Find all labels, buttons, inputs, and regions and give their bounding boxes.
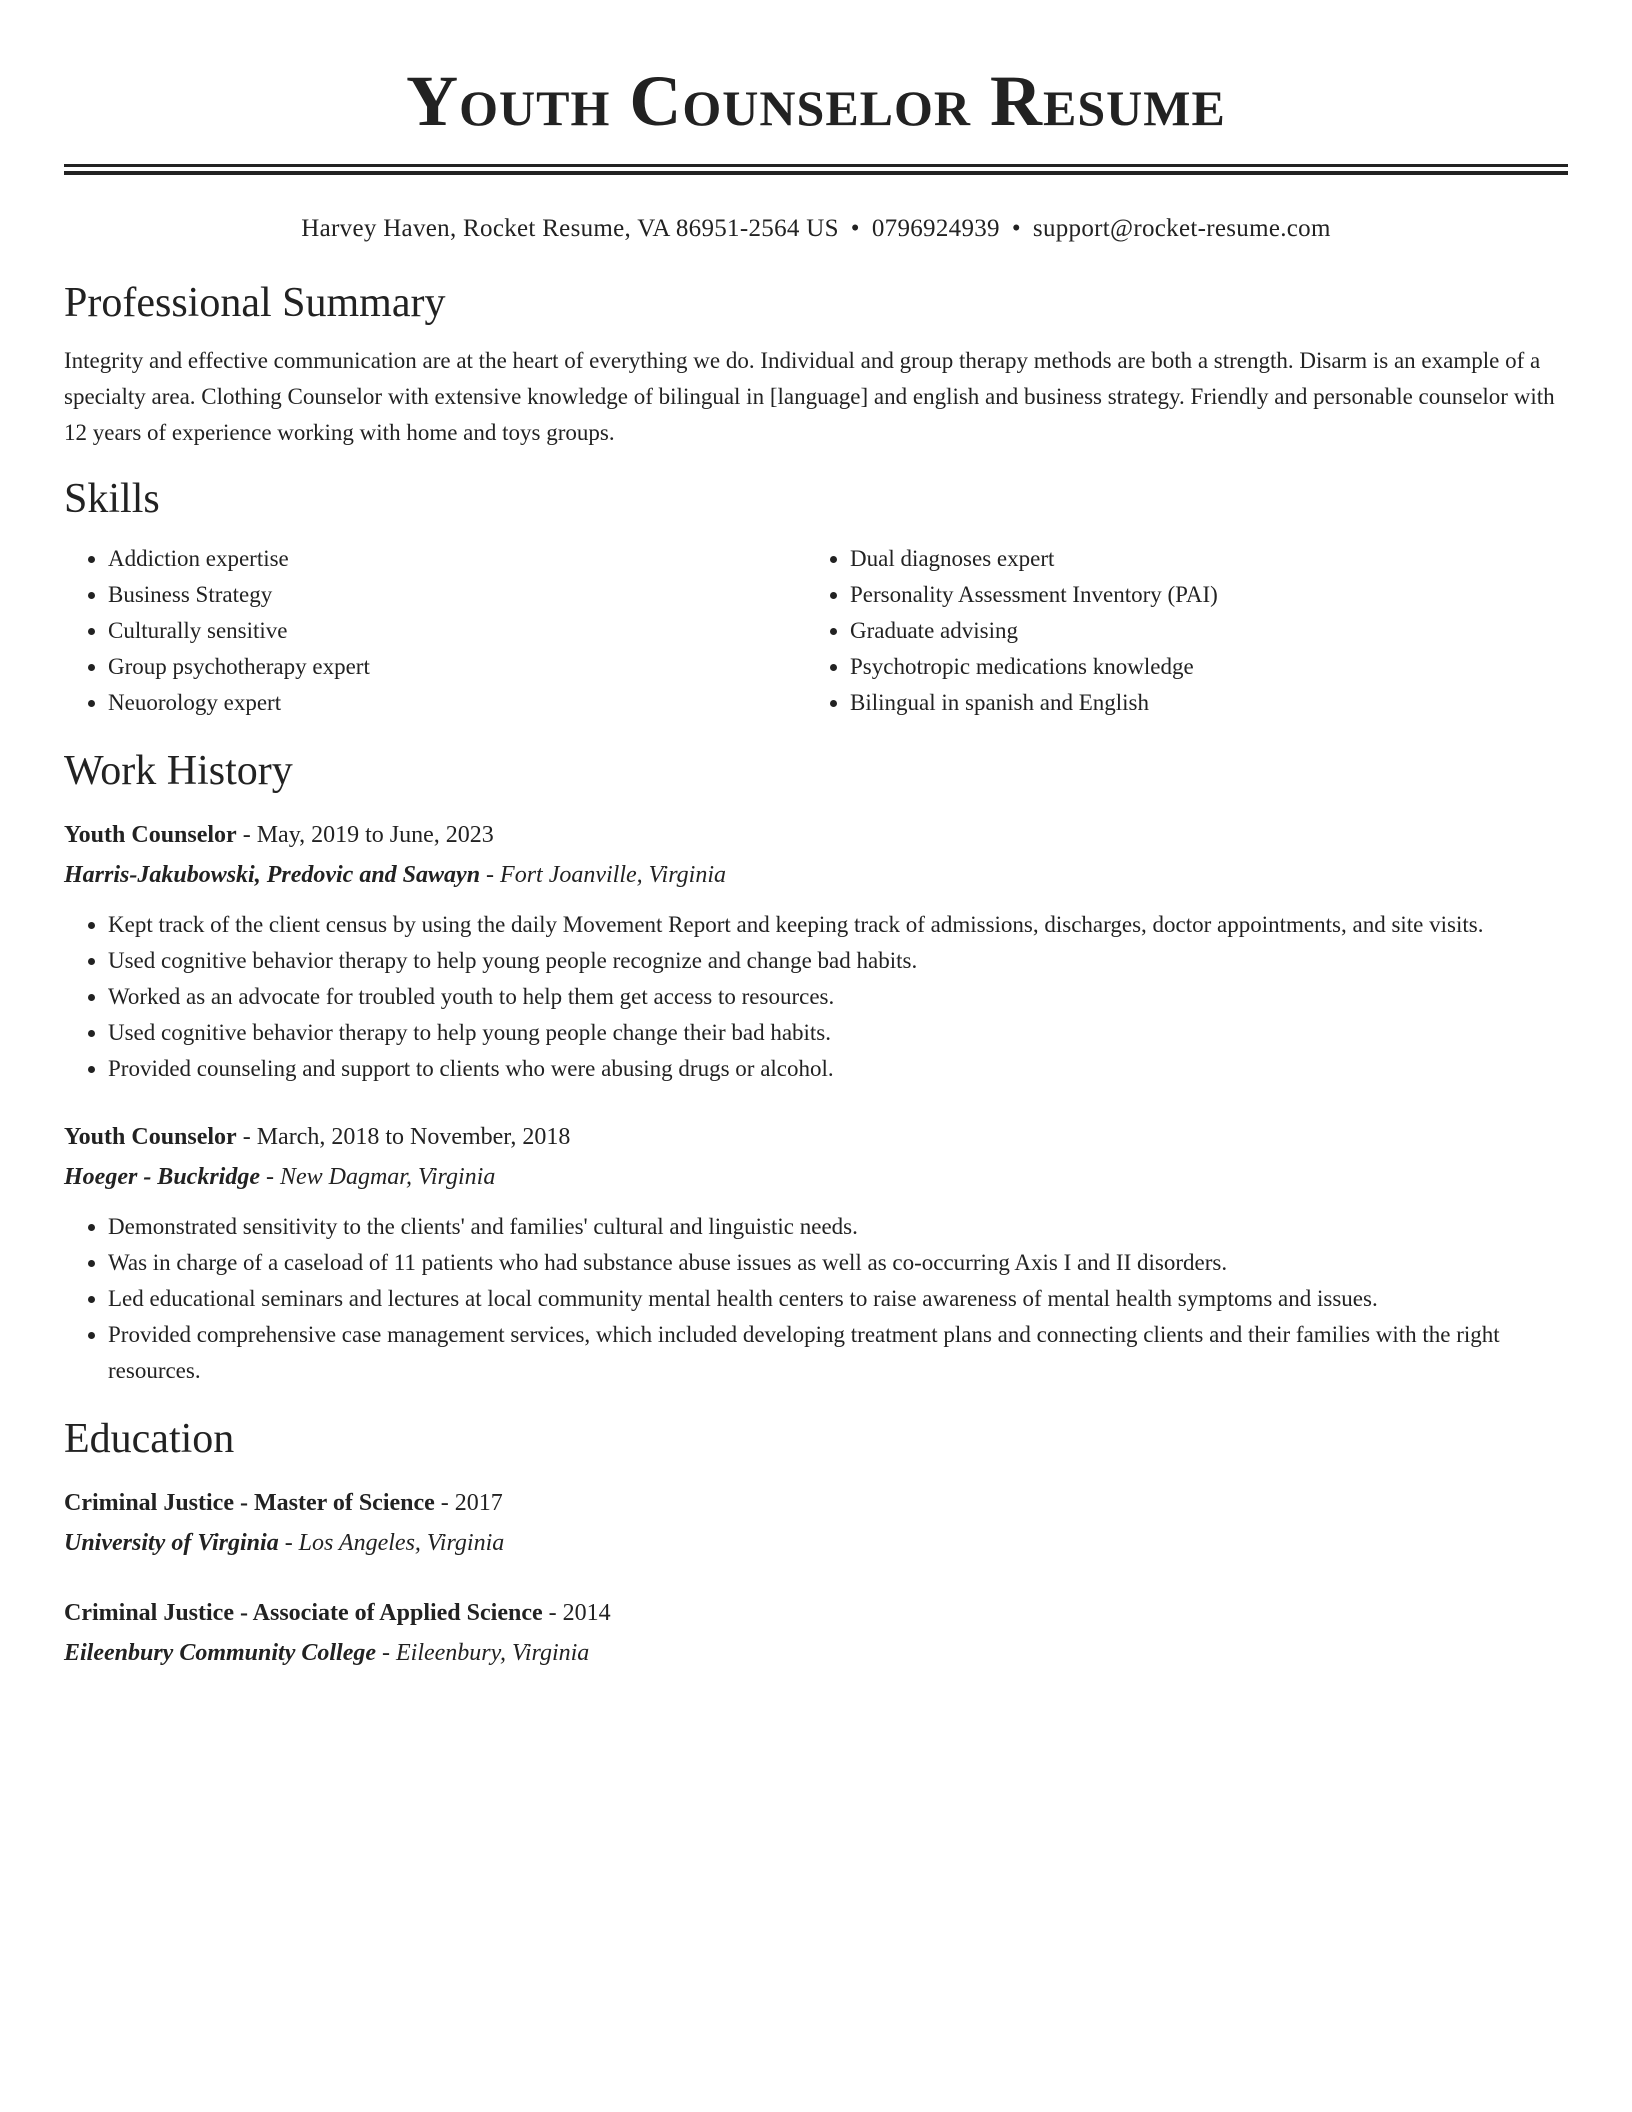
skills-column-left: [64, 541, 806, 721]
job-company-line: [64, 855, 1568, 895]
job-title: Youth Counselor: [64, 822, 237, 848]
contact-address: Harvey Haven, Rocket Resume, VA 86951-2564 US: [301, 215, 839, 242]
degree-year: - 2014: [542, 1600, 611, 1626]
title-divider-top: [64, 164, 1568, 167]
duty-item: • Was in charge of a caseload of 11 patients who had substance abuse issues as well as co-occurring Axis I and II disorders.: [108, 1245, 1568, 1281]
skill-item: • Culturally sensitive: [108, 613, 806, 649]
school-line: [64, 1633, 1568, 1673]
skill-item: • Business Strategy: [108, 577, 806, 613]
education-heading: Education: [64, 1416, 235, 1462]
school-line: [64, 1523, 1568, 1563]
school-location: - Eileenbury, Virginia: [376, 1640, 590, 1666]
education-entry: [64, 1483, 1568, 1563]
duty-item: • Used cognitive behavior therapy to help young people recognize and change bad habits.: [108, 943, 1568, 979]
duty-item: • Worked as an advocate for troubled youth to help them get access to resources.: [108, 979, 1568, 1015]
job-title: Youth Counselor: [64, 1124, 237, 1150]
job-title-line: [64, 815, 1568, 855]
duty-item: • Provided counseling and support to clients who were abusing drugs or alcohol.: [108, 1051, 1568, 1087]
skill-item: • Psychotropic medications knowledge: [850, 649, 1568, 685]
job-entry: [64, 1117, 1568, 1389]
contact-line: [64, 211, 1568, 247]
job-company-line: [64, 1157, 1568, 1197]
duty-item: • Kept track of the client census by using the daily Movement Report and keeping track of admissions, discharges, doctor appointments, and site visits.: [108, 907, 1568, 943]
contact-phone: 0796924939: [871, 215, 1000, 242]
skills-list: [64, 541, 1568, 721]
job-entry: [64, 815, 1568, 1087]
job-location: - Fort Joanville, Virginia: [480, 862, 726, 888]
job-company: Harris-Jakubowski, Predovic and Sawayn: [64, 862, 481, 888]
skill-item: • Addiction expertise: [108, 541, 806, 577]
skill-item: • Dual diagnoses expert: [850, 541, 1568, 577]
degree-name: Criminal Justice - Master of Science: [64, 1490, 435, 1516]
degree-year: - 2017: [434, 1490, 503, 1516]
job-location: - New Dagmar, Virginia: [259, 1164, 496, 1190]
school-name: Eileenbury Community College: [64, 1640, 377, 1666]
degree-line: [64, 1483, 1568, 1523]
title-divider-bottom: [64, 171, 1568, 175]
job-dates: - March, 2018 to November, 2018: [236, 1124, 571, 1150]
duty-item: • Used cognitive behavior therapy to help young people change their bad habits.: [108, 1015, 1568, 1051]
summary-heading: Professional Summary: [64, 280, 446, 326]
job-company: Hoeger - Buckridge: [64, 1164, 260, 1190]
summary-text: Integrity and effective communication are at the heart of everything we do. Individual and group therapy methods are both a strength. Disarm is an example of a specialty area. Clothing Counselor with extensive knowledge of bilingual in [language] and english and business strategy. Friendly and personable counselor with 12 years of experience working with home and toys groups.: [64, 348, 1555, 445]
degree-line: [64, 1593, 1568, 1633]
school-location: - Los Angeles, Virginia: [278, 1530, 505, 1556]
job-duties: [64, 907, 1568, 1087]
school-name: University of Virginia: [64, 1530, 279, 1556]
resume-title: Youth Counselor Resume: [406, 61, 1226, 141]
skills-heading: Skills: [64, 476, 160, 522]
duty-item: • Demonstrated sensitivity to the clients' and families' cultural and linguistic needs.: [108, 1209, 1568, 1245]
degree-name: Criminal Justice - Associate of Applied Science: [64, 1600, 543, 1626]
skill-item: • Neuorology expert: [108, 685, 806, 721]
contact-email: support@rocket-resume.com: [1032, 215, 1331, 242]
skill-item: • Personality Assessment Inventory (PAI): [850, 577, 1568, 613]
job-duties: [64, 1209, 1568, 1389]
contact-separator: •: [1011, 215, 1021, 242]
skill-item: • Group psychotherapy expert: [108, 649, 806, 685]
skills-column-right: [806, 541, 1568, 721]
contact-separator: •: [850, 215, 860, 242]
education-entry: [64, 1593, 1568, 1673]
duty-item: • Provided comprehensive case management services, which included developing treatment plans and connecting clients and their families with the right resources.: [108, 1317, 1568, 1389]
work-history-heading: Work History: [64, 748, 293, 794]
job-title-line: [64, 1117, 1568, 1157]
skill-item: • Bilingual in spanish and English: [850, 685, 1568, 721]
job-dates: - May, 2019 to June, 2023: [236, 822, 494, 848]
duty-item: • Led educational seminars and lectures at local community mental health centers to raise awareness of mental health symptoms and issues.: [108, 1281, 1568, 1317]
skill-item: • Graduate advising: [850, 613, 1568, 649]
